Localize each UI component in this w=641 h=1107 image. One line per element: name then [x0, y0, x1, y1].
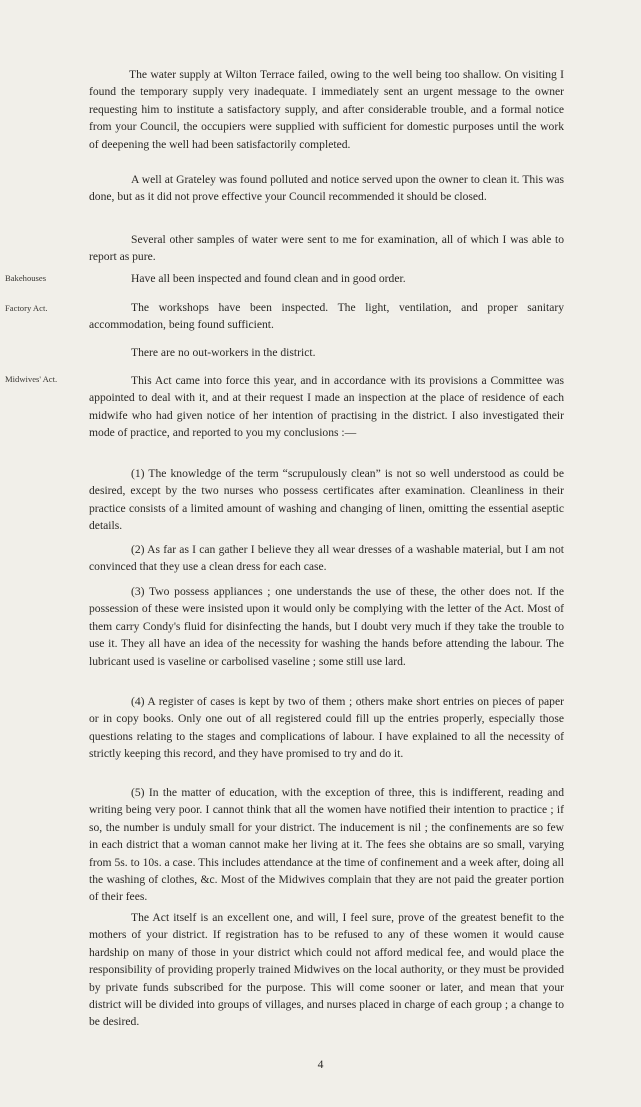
paragraph-midwives-act: This Act came into force this year, and in accordance with its provisions a Committee was appointed to deal with it, and at their request I made an inspection at the place of residence of each midwife who had given notice of her intention of practising in the district. I also investigated their mode of practice, and reported to you my conclusions :— [89, 374, 564, 440]
paragraph-conclusion-4: (4) A register of cases is kept by two of them ; others make short entries on pieces of paper or in copy books. Only one out of all registered could fill up the entries properly, especially those questions relating to the stages and complications of labour. I have explained to all the necessity of strictly keeping this record, and they have promised to try and do it. [89, 695, 564, 761]
paragraph-conclusion-5: (5) In the matter of education, with the exception of three, this is indifferent, reading and writing being very poor. I cannot think that all the women have notified their intention to practice ; if so, the number is unduly small for your district. The inducement is nil ; the confinements are so few in each district that a woman cannot make her living at it. The fees she obtains are so small, varying from 5s. to 10s. a case. This includes attendance at the time of confinement and a week after, doing all the washing of clothes, &c. Most of the Midwives complain that they are not paid the greater portion of their fees. [89, 786, 564, 904]
margin-note-midwives-act: Midwives' Act. [5, 374, 58, 384]
paragraph-water-samples: Several other samples of water were sent to me for examination, all of which I was able to report as pure. [89, 233, 564, 264]
paragraph-conclusion-2: (2) As far as I can gather I believe they all wear dresses of a washable material, but I am not convinced that they use a clean dress for each case. [89, 543, 564, 574]
paragraph-act-benefit: The Act itself is an excellent one, and will, I feel sure, prove of the greatest benefit to the mothers of your district. If registration has to be refused to any of these women it would cause hardship on many of those in your district which could not afford medical fee, and would place the responsibility of providing properly trained Midwives on the local authority, or they must be provided by private funds subscribed for the purpose. This will come sooner or later, and mean that your district will be divided into groups of villages, and nurses placed in charge of each group ; a change to be desired. [89, 911, 564, 1029]
margin-note-bakehouses: Bakehouses [5, 273, 47, 283]
paragraph-conclusion-1: (1) The knowledge of the term “scrupulously clean” is not so well understood as could be desired, except by the two nurses who possess certificates after examination. Cleanliness in their practice consists of a limited amount of washing and changing of linen, omitting the essential aseptic details. [89, 467, 564, 533]
page-number: 4 [317, 1058, 324, 1071]
paragraph-wilton-terrace: The water supply at Wilton Terrace failed, owing to the well being too shallow. On visiting I found the temporary supply very inadequate. I immediately sent an urgent message to the owner requesting him to institute a satisfactory supply, and after considerable trouble, and a formal notice from your Council, the occupiers were supplied with sufficient for domestic purposes until the work of deepening the well had been satisfactorily completed. [89, 68, 564, 151]
margin-note-factory-act: Factory Act. [5, 303, 48, 313]
paragraph-workshops: The workshops have been inspected. The light, ventilation, and proper sanitary accommodation, being found sufficient. [89, 301, 564, 332]
paragraph-out-workers: There are no out-workers in the district. [131, 346, 316, 359]
paragraph-conclusion-3: (3) Two possess appliances ; one understands the use of these, the other does not. If the possession of these were insisted upon it would only be complying with the letter of the Act. Most of them carry Condy's fluid for disinfecting the hands, but I doubt very much if they take the trouble to use it. They all have an idea of the necessity for washing the hands before attending the labour. The lubricant used is vaseline or carbolised vaseline ; some still use lard. [89, 585, 564, 668]
paragraph-grateley-well: A well at Grateley was found polluted and notice served upon the owner to clean it. This was done, but as it did not prove effective your Council recommended it should be closed. [89, 173, 564, 204]
paragraph-bakehouses: Have all been inspected and found clean and in good order. [131, 272, 406, 285]
